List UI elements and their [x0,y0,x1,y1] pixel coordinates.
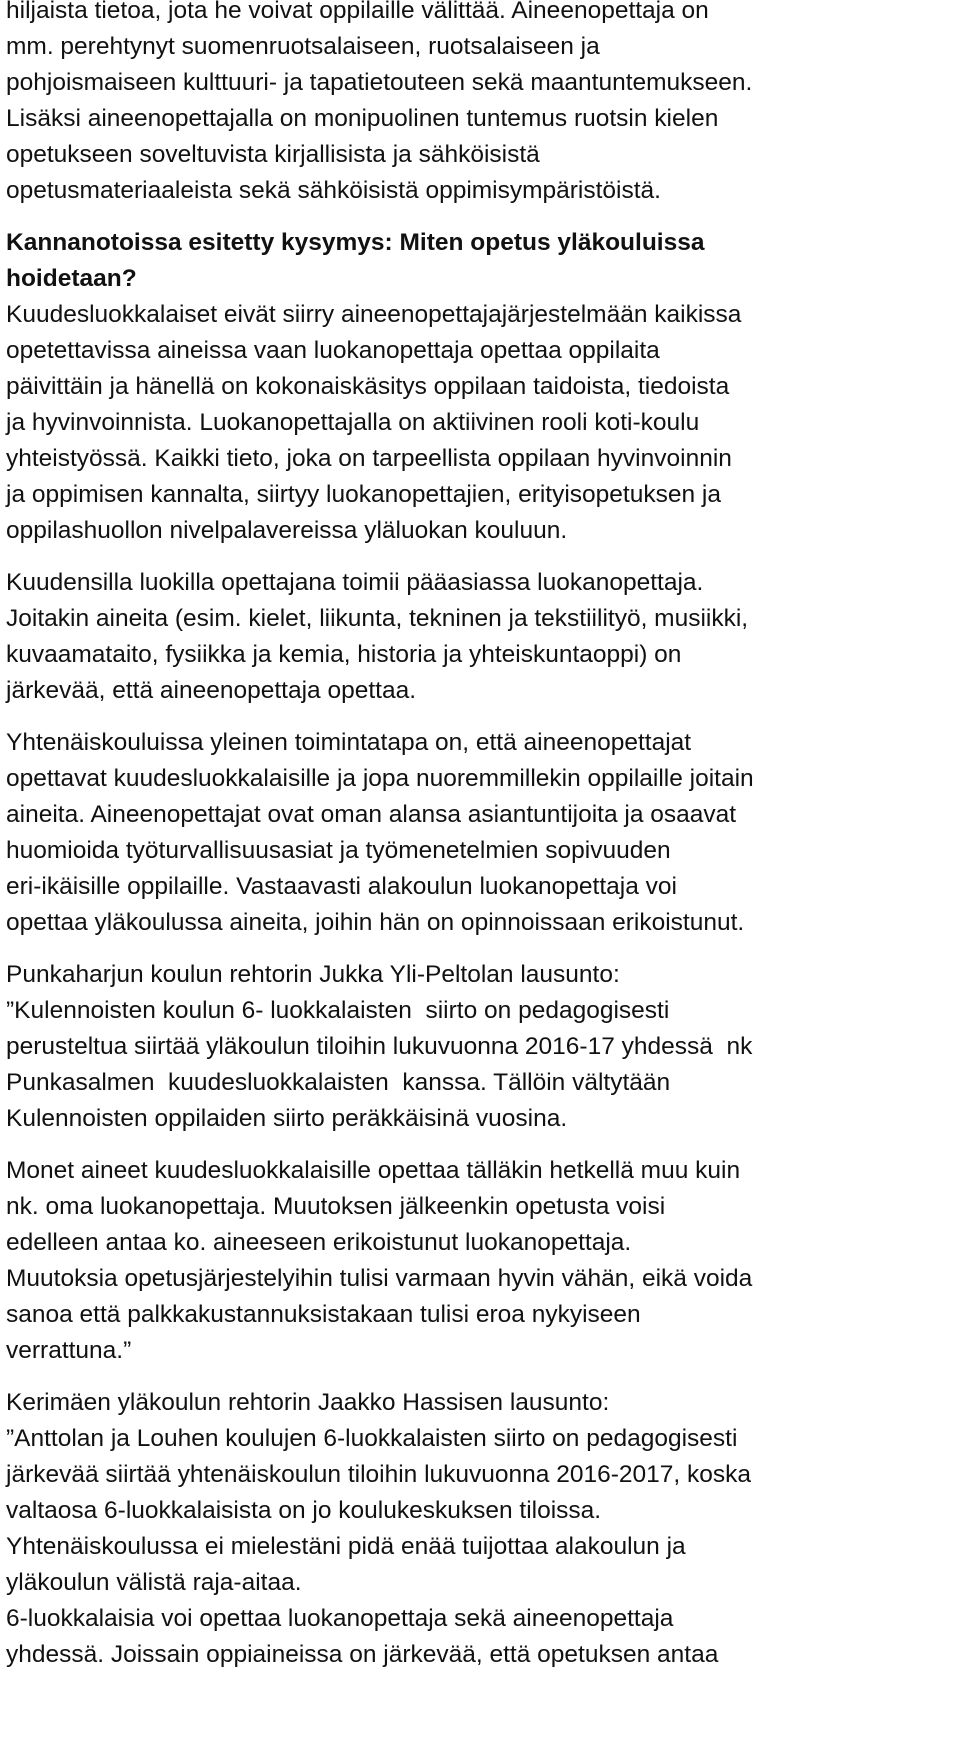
text-line: opetusmateriaaleista sekä sähköisistä oppimisympäristöistä. [6,177,661,204]
text-line: Yhtenäiskouluissa yleinen toimintatapa on, että aineenopettajat [6,729,692,756]
section-heading: hoidetaan? [6,265,137,292]
quote-line: 6-luokkalaisia voi opettaa luokanopettaja sekä aineenopettaja [6,1605,674,1632]
text-line: yhteistyössä. Kaikki tieto, joka on tarpeellista oppilaan hyvinvoinnin [6,445,732,472]
text-line: Lisäksi aineenopettajalla on monipuolinen tuntemus ruotsin kielen [6,105,719,132]
quote-line: edelleen antaa ko. aineeseen erikoistunut luokanopettaja. [6,1229,632,1256]
text-line: Punkaharjun koulun rehtorin Jukka Yli-Peltolan lausunto: [6,961,620,988]
text-line: Kuudensilla luokilla opettajana toimii pääasiassa luokanopettaja. [6,569,704,596]
text-line: opetukseen soveltuvista kirjallisista ja sähköisistä [6,141,540,168]
text-line: ja hyvinvoinnista. Luokanopettajalla on aktiivinen rooli koti-koulu [6,409,700,436]
text-line: päivittäin ja hänellä on kokonaiskäsitys oppilaan taidoista, tiedoista [6,373,730,400]
quote-line: ”Kulennoisten koulun 6- luokkalaisten siirto on pedagogisesti [6,997,670,1024]
quote-line: nk. oma luokanopettaja. Muutoksen jälkeenkin opetusta voisi [6,1193,666,1220]
text-line: kuvaamataito, fysiikka ja kemia, historia ja yhteiskuntaoppi) on [6,641,682,668]
section-heading: Kannanotoissa esitetty kysymys: Miten opetus yläkouluissa [6,229,705,256]
text-line: oppilashuollon nivelpalavereissa yläluokan kouluun. [6,517,568,544]
quote-line: järkevää siirtää yhtenäiskoulun tiloihin lukuvuonna 2016-2017, koska [6,1461,752,1488]
text-line: järkevää, että aineenopettaja opettaa. [6,677,417,704]
quote-line: Punkasalmen kuudesluokkalaisten kanssa. Tällöin vältytään [6,1069,671,1096]
quote-line: Muutoksia opetusjärjestelyihin tulisi varmaan hyvin vähän, eikä voida [6,1265,753,1292]
text-line: hiljaista tietoa, jota he voivat oppilaille välittää. Aineenopettaja on [6,0,709,24]
text-line: Kerimäen yläkoulun rehtorin Jaakko Hassisen lausunto: [6,1389,610,1416]
quote-line: perusteltua siirtää yläkoulun tiloihin lukuvuonna 2016-17 yhdessä nk [6,1033,753,1060]
text-line: opettaa yläkoulussa aineita, joihin hän on opinnoissaan erikoistunut. [6,909,745,936]
quote-line: Yhtenäiskoulussa ei mielestäni pidä enää tuijottaa alakoulun ja [6,1533,686,1560]
text-line: mm. perehtynyt suomenruotsalaiseen, ruotsalaiseen ja [6,33,600,60]
quote-line: ”Anttolan ja Louhen koulujen 6-luokkalaisten siirto on pedagogisesti [6,1425,738,1452]
text-line: huomioida työturvallisuusasiat ja työmenetelmien sopivuuden [6,837,671,864]
text-line: Joitakin aineita (esim. kielet, liikunta, tekninen ja tekstiilityö, musiikki, [6,605,749,632]
quote-line: Kulennoisten oppilaiden siirto peräkkäisinä vuosina. [6,1105,568,1132]
text-line: aineita. Aineenopettajat ovat oman alansa asiantuntijoita ja osaavat [6,801,737,828]
text-line: ja oppimisen kannalta, siirtyy luokanopettajien, erityisopetuksen ja [6,481,721,508]
text-line: opettavat kuudesluokkalaisille ja jopa nuoremmillekin oppilaille joitain [6,765,754,792]
text-line: opetettavissa aineissa vaan luokanopettaja opettaa oppilaita [6,337,660,364]
quote-line: yhdessä. Joissain oppiaineissa on järkevää, että opetuksen antaa [6,1641,719,1668]
quote-line: sanoa että palkkakustannuksistakaan tulisi eroa nykyiseen [6,1301,641,1328]
text-line: eri-ikäisille oppilaille. Vastaavasti alakoulun luokanopettaja voi [6,873,677,900]
quote-line: yläkoulun välistä raja-aitaa. [6,1569,302,1596]
text-line: pohjoismaiseen kulttuuri- ja tapatietouteen sekä maantuntemukseen. [6,69,753,96]
text-line: Kuudesluokkalaiset eivät siirry aineenopettajajärjestelmään kaikissa [6,301,742,328]
quote-line: verrattuna.” [6,1337,132,1364]
quote-line: Monet aineet kuudesluokkalaisille opettaa tälläkin hetkellä muu kuin [6,1157,741,1184]
quote-line: valtaosa 6-luokkalaisista on jo koulukeskuksen tiloissa. [6,1497,602,1524]
